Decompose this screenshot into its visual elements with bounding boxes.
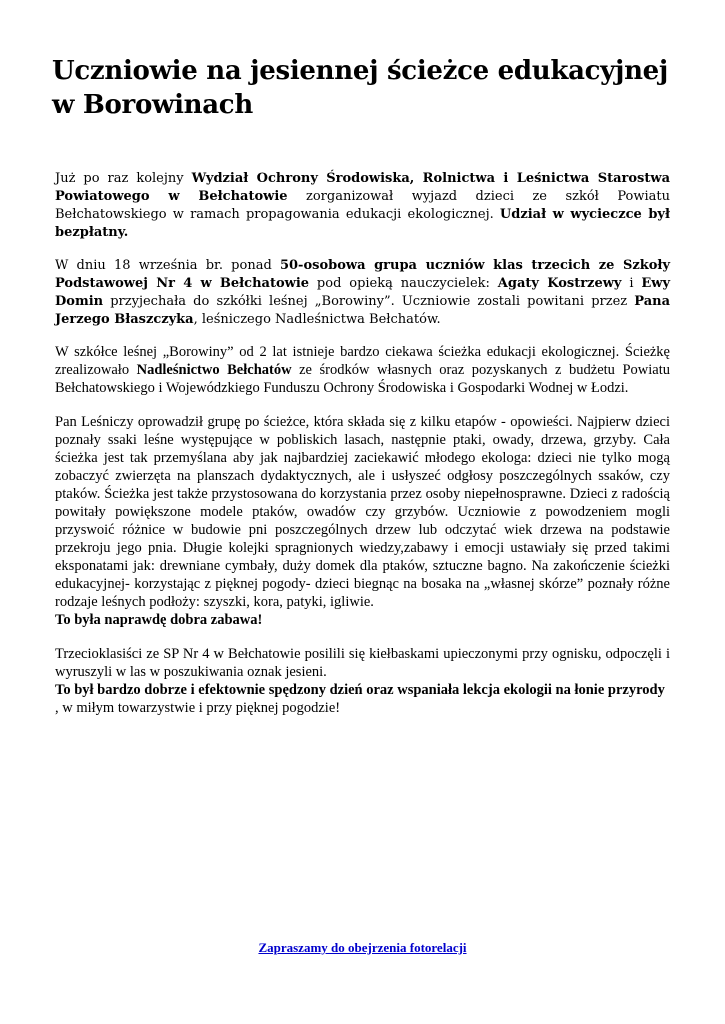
text-span: Trzecioklasiści ze SP Nr 4 w Bełchatowie posilili się kiełbaskami upieczonymi przy ognisku, odpoczęli i wyruszyli w las w poszukiwania oznak jesieni. bbox=[55, 646, 670, 680]
text-span: ze środków własnych oraz pozyskanych z budżetu Powiatu Bełchatowskiego i Wojewódzkiego Funduszu Ochrony Środowiska i Gospodarki Wodnej w Łodzi. bbox=[55, 362, 670, 396]
footer bbox=[0, 940, 725, 956]
bold-text: Pana Jerzego Błaszczyka bbox=[55, 294, 670, 327]
text-span: , leśniczego Nadleśnictwa Bełchatów. bbox=[193, 312, 441, 327]
text-span: , w miłym towarzystwie i przy pięknej pogodzie! bbox=[55, 700, 341, 716]
text-span: i bbox=[621, 276, 642, 291]
bold-text: Nadleśnictwo Bełchatów bbox=[136, 362, 292, 378]
paragraph-2 bbox=[55, 257, 670, 329]
photo-gallery-link[interactable]: Zapraszamy do obejrzenia fotorelacji bbox=[258, 940, 467, 955]
article-title: Uczniowie na jesiennej ścieżce edukacyjnej w Borowinach bbox=[52, 56, 669, 120]
paragraph-1 bbox=[55, 170, 670, 242]
text-span: Pan Leśniczy oprowadził grupę po ścieżce, która składa się z kilku etapów - opowieści. Najpierw dzieci poznały ssaki leśne występujące w pobliskich lasach, następnie ptaki, owady, drzewa, grzyby. Cała ścieżka jest tak przemyślana aby jak najbardziej zaciekawić młodego ekologa: dzieci nie tylko mogą zobaczyć zwierzęta na planszach dydaktycznych, ale i usłyszeć odgłosy poszczególnych ssaków, czy ptaków. Ścieżka jest także przystosowana do korzystania przez osoby niepełnosprawne. Dzieci z radością powitały powiększone modele ptaków, owadów czy grzybów. Uczniowie z powodzeniem mogli przyswoić różnice w budowie pni poszczególnych drzew lub odczytać wiek drzewa na podstawie przekroju jego pnia. Długie kolejki spragnionych wiedzy,zabawy i emocji ustawiały się przed takimi eksponatami jak: drewniane cymbały, duży domek dla ptaków, sztuczne bagno. Na zakończenie ścieżki edukacyjnej- korzystając z pięknej pogody- dzieci biegnąc na bosaka na „własnej skórze” poznały różne rodzaje leśnych podłoży: szyszki, kora, patyki, igliwie. bbox=[55, 414, 670, 610]
text-span: przyjechała do szkółki leśnej „Borowiny”. Uczniowie zostali powitani przez bbox=[103, 294, 635, 309]
bold-text: Ewy Domin bbox=[55, 276, 670, 309]
paragraph-3 bbox=[55, 343, 670, 397]
paragraph-5 bbox=[55, 645, 670, 717]
text-span: W dniu 18 września br. ponad bbox=[55, 258, 280, 273]
bold-text: Udział w wycieczce był bezpłatny. bbox=[55, 207, 670, 240]
bold-text: Wydział Ochrony Środowiska, Rolnictwa i Leśnictwa Starostwa Powiatowego w Bełchatowie bbox=[55, 171, 670, 204]
bold-text: 50-osobowa grupa uczniów klas trzecich ze Szkoły Podstawowej Nr 4 w Bełchatowie bbox=[55, 258, 670, 291]
paragraph-4 bbox=[55, 413, 670, 629]
bold-text: To był bardzo dobrze i efektownie spędzony dzień oraz wspaniała lekcja ekologii na łonie przyrody bbox=[55, 682, 665, 698]
text-span: pod opieką nauczycielek: bbox=[309, 276, 498, 291]
text-span: W szkółce leśnej „Borowiny” od 2 lat istnieje bardzo ciekawa ścieżka edukacji ekologicznej. Ścieżkę zrealizowało bbox=[55, 344, 670, 378]
text-span: zorganizował wyjazd dzieci ze szkół Powiatu Bełchatowskiego w ramach propagowania edukacji ekologicznej. bbox=[55, 189, 670, 222]
text-span: Już po raz kolejny bbox=[55, 171, 192, 186]
article-body bbox=[55, 170, 670, 717]
bold-text: Agaty Kostrzewy bbox=[497, 276, 622, 291]
bold-text: To była naprawdę dobra zabawa! bbox=[55, 612, 263, 628]
